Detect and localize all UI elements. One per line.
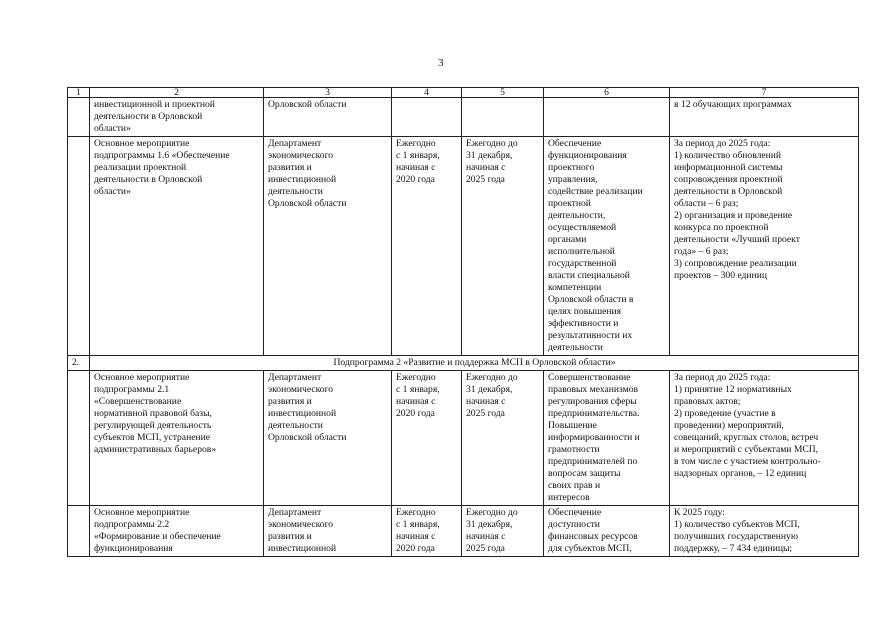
- result-cell: Совершенствование правовых механизмов регулирования сферы предпринимательства. Повышение информированности и грамотности предпринимателей по вопросам защиты своих прав и интересов: [544, 371, 670, 506]
- header-cell: 3: [264, 88, 392, 98]
- indicator-cell: За период до 2025 года: 1) принятие 12 нормативных правовых актов; 2) проведение (участие в проведении) мероприятий, совещаний, круглых столов, встреч и мероприятий с субъектами МСП, в том числе с участием контрольно- надзорных органов, – 12 единиц: [670, 371, 859, 506]
- row-number-cell: [68, 98, 90, 137]
- start-date-cell: Ежегодно с 1 января, начиная с 2020 года: [392, 371, 462, 506]
- activity-cell: инвестиционной и проектной деятельности в Орловской области»: [90, 98, 264, 137]
- page-number: 3: [438, 57, 444, 69]
- start-date-cell: Ежегодно с 1 января, начиная с 2020 года: [392, 137, 462, 356]
- activity-cell: Основное мероприятие подпрограммы 1.6 «Обеспечение реализации проектной деятельности в Орловской области»: [90, 137, 264, 356]
- executor-cell: Орловской области: [264, 98, 392, 137]
- indicator-cell: За период до 2025 года: 1) количество обновлений информационной системы сопровождения проектной деятельности в Орловской области – 6 раз; 2) организация и проведение конкурса по проектной деятельности «Лучший проект года» – 6 раз; 3) сопровождение реализации проектов – 300 единиц: [670, 137, 859, 356]
- executor-cell: Департамент экономического развития и инвестиционной: [264, 506, 392, 557]
- end-date-cell: Ежегодно до 31 декабря, начиная с 2025 года: [462, 137, 544, 356]
- table-row: [68, 371, 859, 506]
- result-cell: Обеспечение функционирования проектного управления, содействие реализации проектной деятельности, осуществляемой органами исполнительной государственной власти специальной компетенции Орловской области в целях повышения эффективности и результативности их деятельности: [544, 137, 670, 356]
- row-number-cell: [68, 506, 90, 557]
- program-table: [67, 87, 859, 557]
- activity-cell: Основное мероприятие подпрограммы 2.1 «Совершенствование нормативной правовой базы, регулирующей деятельность субъектов МСП, устранение административных барьеров»: [90, 371, 264, 506]
- start-date-cell: Ежегодно с 1 января, начиная с 2020 года: [392, 506, 462, 557]
- row-number-cell: [68, 371, 90, 506]
- subprogram-number: 2.: [68, 356, 90, 371]
- end-date-cell: Ежегодно до 31 декабря, начиная с 2025 года: [462, 371, 544, 506]
- executor-cell: Департамент экономического развития и инвестиционной деятельности Орловской области: [264, 371, 392, 506]
- header-cell: 5: [462, 88, 544, 98]
- start-date-cell: [392, 98, 462, 137]
- header-cell: 4: [392, 88, 462, 98]
- end-date-cell: [462, 98, 544, 137]
- header-row: [68, 88, 859, 98]
- end-date-cell: Ежегодно до 31 декабря, начиная с 2025 года: [462, 506, 544, 557]
- header-cell: 2: [90, 88, 264, 98]
- row-number-cell: [68, 137, 90, 356]
- executor-cell: Департамент экономического развития и инвестиционной деятельности Орловской области: [264, 137, 392, 356]
- result-cell: Обеспечение доступности финансовых ресурсов для субъектов МСП,: [544, 506, 670, 557]
- header-cell: 6: [544, 88, 670, 98]
- subprogram-row: [68, 356, 859, 371]
- table-row: [68, 506, 859, 557]
- indicator-cell: К 2025 году: 1) количество субъектов МСП, получивших государственную поддержку, – 7 434 единицы;: [670, 506, 859, 557]
- header-cell: 1: [68, 88, 90, 98]
- table-row: [68, 98, 859, 137]
- table-row: [68, 137, 859, 356]
- activity-cell: Основное мероприятие подпрограммы 2.2 «Формирование и обеспечение функционирования: [90, 506, 264, 557]
- indicator-cell: в 12 обучающих программах: [670, 98, 859, 137]
- subprogram-title: Подпрограмма 2 «Развитие и поддержка МСП в Орловской области»: [90, 356, 859, 371]
- result-cell: [544, 98, 670, 137]
- header-cell: 7: [670, 88, 859, 98]
